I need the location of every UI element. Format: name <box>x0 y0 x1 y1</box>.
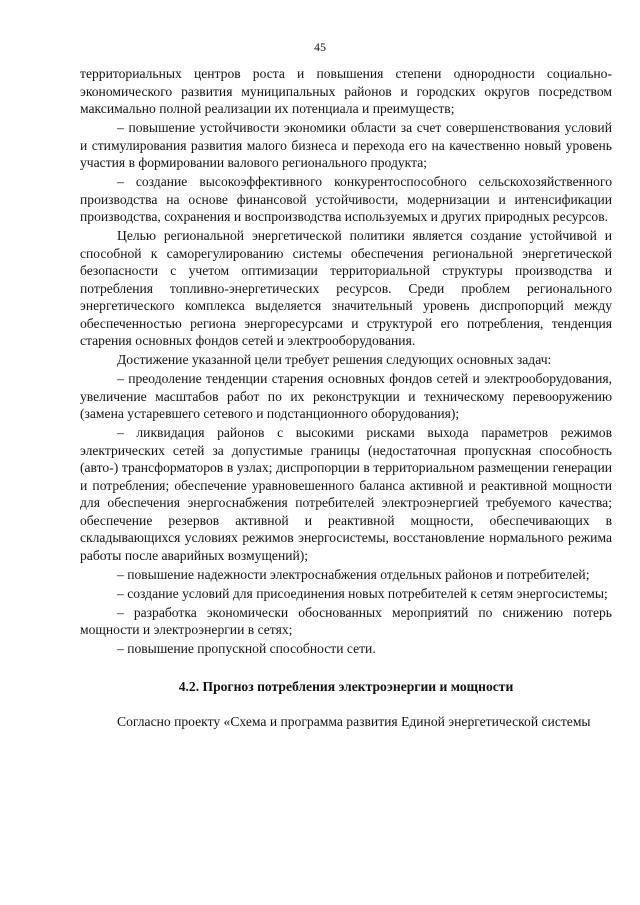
list-item: – ликвидация районов с высокими рисками выхода параметров режимов электрических сетей за допустимые границы (недостаточная пропускная способность (авто-) трансформаторов в узлах; диспропорции в территориальном размещении генерации и потребления; обеспечение уравновешенного баланса активной и реактивной мощности для обеспечения энергоснабжения потребителей электроэнергией требуемого качества; обеспечение резервов активной и реактивной мощности, обеспечивающих в складывающихся условиях режимов энергосистемы, восстановление нормального режима работы после аварийных возмущений); <box>80 425 612 563</box>
document-body <box>80 65 612 732</box>
paragraph: Целью региональной энергетической политики является создание устойчивой и способной к саморегулированию системы обеспечения региональной энергетической безопасности с учетом оптимизации территориальной структуры производства и потребления топливно-энергетических ресурсов. Среди проблем регионального энергетического комплекса выделяется значительный уровень диспропорций между обеспеченностью региона энергоресурсами и структурой его потребления, тенденция старения основных фондов сетей и электрооборудования. <box>80 228 612 348</box>
section-heading: 4.2. Прогноз потребления электроэнергии и мощности <box>178 678 514 694</box>
list-item: – повышение устойчивости экономики области за счет совершенствования условий и стимулирования развития малого бизнеса и перехода его на качественно новый уровень участия в формировании валового регионального продукта; <box>80 120 612 170</box>
paragraph: Согласно проекту «Схема и программа развития Единой энергетической системы <box>117 714 591 729</box>
paragraph: территориальных центров роста и повышения степени однородности социально-экономического развития муниципальных районов и городских округов посредством максимально полной реализации их потенциала и преимуществ; <box>80 66 612 116</box>
list-item: – повышение пропускной способности сети. <box>117 641 376 656</box>
list-item: – преодоление тенденции старения основных фондов сетей и электрооборудования, увеличение масштабов работ по их реконструкции и техническому перевооружению (замена устаревшего сетевого и подстанционного оборудования); <box>80 371 612 421</box>
paragraph: Достижение указанной цели требует решения следующих основных задач: <box>117 352 552 367</box>
list-item: – разработка экономически обоснованных мероприятий по снижению потерь мощности и электроэнергии в сетях; <box>80 604 612 637</box>
list-item: – создание условий для присоединения новых потребителей к сетям энергосистемы; <box>117 585 608 601</box>
list-item: – создание высокоэффективного конкурентоспособного сельскохозяйственного производства на основе финансовой устойчивости, модернизации и интенсификации производства, сохранения и воспроизводства используемых и других природных ресурсов. <box>80 174 612 224</box>
list-item: – повышение надежности электроснабжения отдельных районов и потребителей; <box>117 566 590 582</box>
page-number: 45 <box>314 40 326 54</box>
